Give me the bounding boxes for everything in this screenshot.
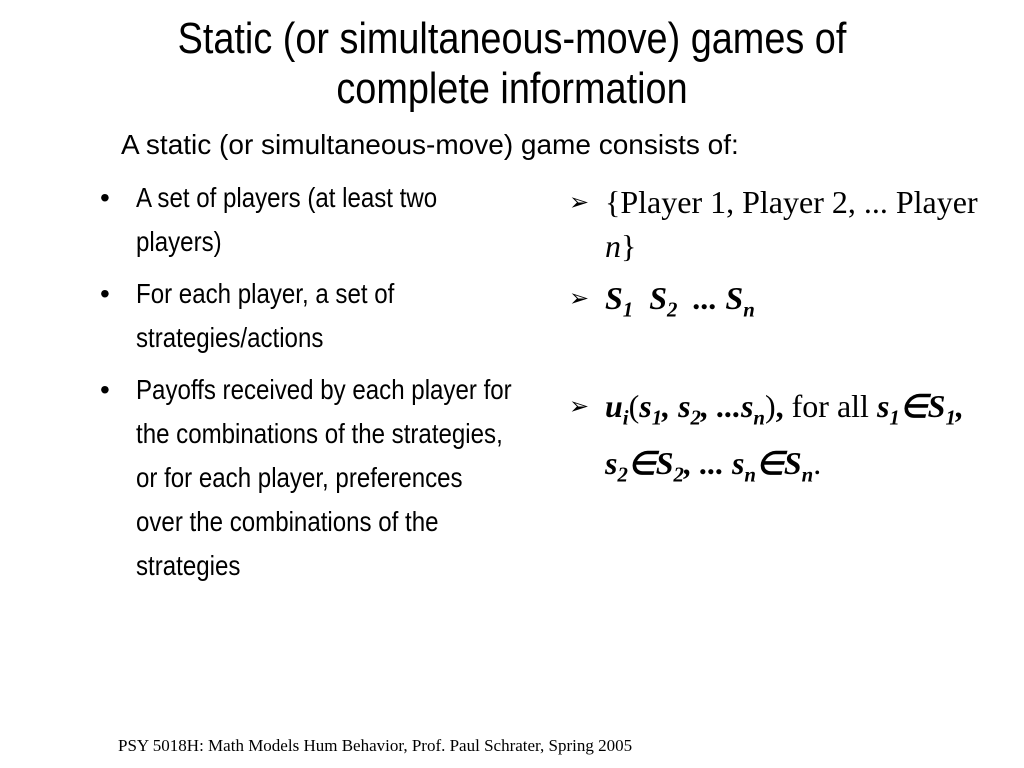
title-line-1: Static (or simultaneous-move) games of <box>177 14 847 63</box>
strategy-sets-formula: $S_1$ $S_2$ ... $S_n$ <box>605 280 755 322</box>
players-set-item <box>569 180 999 268</box>
list-item-text: For each player, a set of strategies/actions <box>136 278 395 353</box>
bullet-icon: • <box>100 374 110 405</box>
list-item-text: Payoffs received by each player for the combinations of the strategies, or for each player, preferences over the combinations of the strategies <box>136 374 512 581</box>
arrow-bullet-icon: ➢ <box>569 188 590 216</box>
payoff-function-formula: $u_i(s_1$, $s_2$, $...s_n$), for all $s_1\in S_1$, $s_2\in S_2$, ... $s_n\in S_n$. <box>605 388 964 487</box>
arrow-bullet-icon: ➢ <box>569 284 590 312</box>
left-bullet-list <box>100 176 570 596</box>
right-arrow-list <box>569 180 999 497</box>
list-item-strategies <box>100 272 570 360</box>
list-item-payoffs <box>100 368 570 588</box>
slide-subtitle: A static (or simultaneous-move) game consists of: <box>121 129 739 160</box>
bullet-icon: • <box>100 278 110 309</box>
payoff-function-item <box>569 384 999 497</box>
title-line-2: complete information <box>336 64 688 113</box>
list-item-players <box>100 176 570 264</box>
list-item-text: A set of players (at least two players) <box>136 182 438 257</box>
players-set-text: {Player 1, Player 2, ... Player n} <box>605 184 978 264</box>
slide-title <box>72 14 953 114</box>
strategy-sets-item <box>569 276 999 332</box>
bullet-icon: • <box>100 182 110 213</box>
arrow-bullet-icon: ➢ <box>569 392 590 421</box>
slide-footer: PSY 5018H: Math Models Hum Behavior, Prof. Paul Schrater, Spring 2005 <box>118 736 633 755</box>
